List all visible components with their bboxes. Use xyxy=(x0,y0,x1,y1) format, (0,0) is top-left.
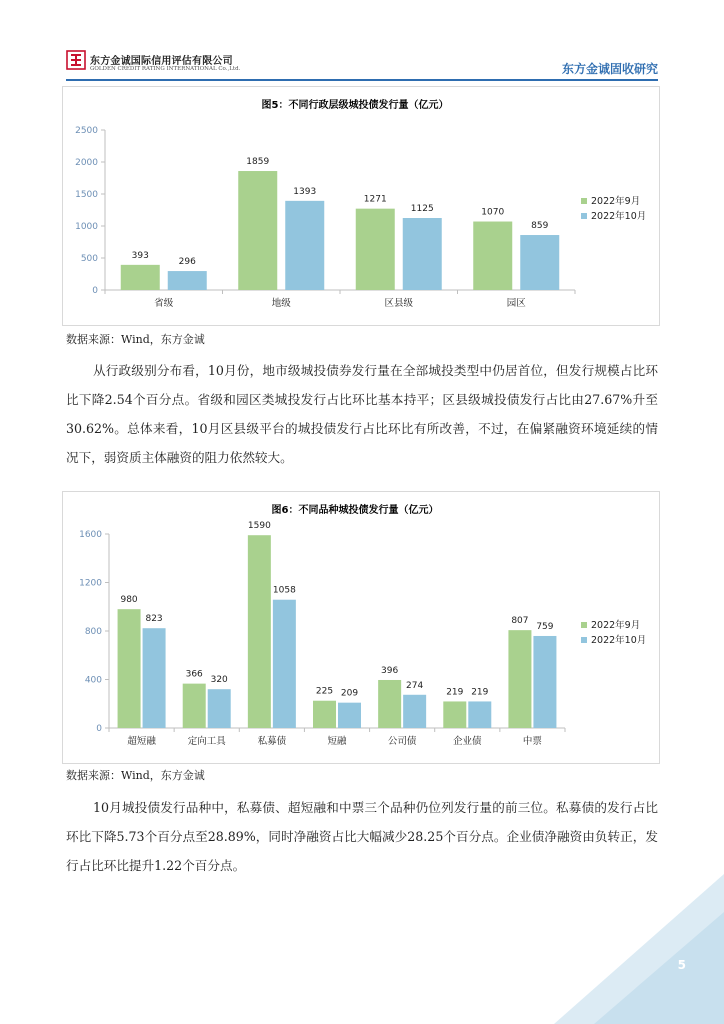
company-name-en: GOLDEN CREDIT RATING INTERNATIONAL Co.,Ltd. xyxy=(90,66,241,72)
x-tick-label: 园区 xyxy=(506,298,526,309)
data-label: 980 xyxy=(120,595,138,606)
data-label: 759 xyxy=(536,621,554,632)
bar xyxy=(508,630,531,728)
data-label: 366 xyxy=(185,669,203,680)
data-label: 296 xyxy=(178,257,196,268)
corner-decoration xyxy=(534,874,724,1024)
legend-swatch xyxy=(581,622,587,628)
chart-bond-type-svg xyxy=(63,492,659,763)
data-label: 1859 xyxy=(246,157,270,168)
y-tick-label: 2000 xyxy=(75,158,98,168)
bar xyxy=(118,609,141,728)
data-label: 859 xyxy=(531,221,549,232)
data-label: 320 xyxy=(210,675,228,686)
data-label: 396 xyxy=(381,665,399,676)
bar xyxy=(356,209,395,290)
company-name: 东方金诚国际信用评估有限公司 xyxy=(90,56,233,67)
x-tick-label: 定向工具 xyxy=(187,736,226,747)
data-label: 1058 xyxy=(272,585,296,596)
data-label: 274 xyxy=(406,680,424,691)
paragraph-bond-type: 10月城投债发行品种中，私募债、超短融和中票三个品种仍位列发行量的前三位。私募债的发行占比环比下降5.73个百分点至28.89%，同时净融资占比大幅减少28.25个百分点。企业债净融资由负转正，发行占比环比提升1.22个百分点。 xyxy=(66,800,658,873)
y-tick-label: 800 xyxy=(84,627,102,637)
data-label: 807 xyxy=(511,616,529,627)
bar xyxy=(273,600,296,728)
chart-title: 图5：不同行政层级城投债发行量（亿元） xyxy=(261,100,449,111)
bar xyxy=(183,684,206,728)
legend-label: 2022年9月 xyxy=(591,196,641,207)
bar xyxy=(238,171,277,290)
y-tick-label: 0 xyxy=(92,286,98,296)
data-label: 1393 xyxy=(293,186,317,197)
bar xyxy=(143,628,166,728)
bar xyxy=(403,695,426,728)
data-label: 1125 xyxy=(410,204,434,214)
legend-swatch xyxy=(581,213,587,219)
x-tick-label: 区县级 xyxy=(384,298,414,309)
header-divider xyxy=(66,79,658,81)
y-tick-label: 1000 xyxy=(75,222,98,232)
x-tick-label: 省级 xyxy=(154,298,174,309)
x-tick-label: 地级 xyxy=(271,298,291,309)
bar xyxy=(473,222,512,290)
bar xyxy=(403,218,442,290)
legend-swatch xyxy=(581,637,587,643)
bar xyxy=(338,703,361,728)
bar xyxy=(208,689,231,728)
y-tick-label: 400 xyxy=(84,675,102,686)
x-tick-label: 企业债 xyxy=(453,736,482,747)
bar xyxy=(520,235,559,290)
chart1-source: 数据来源：Wind，东方金诚 xyxy=(66,333,205,346)
legend-swatch xyxy=(581,198,587,204)
data-label: 225 xyxy=(315,686,334,697)
bar xyxy=(313,701,336,728)
chart-administrative-level xyxy=(62,86,660,326)
y-tick-label: 1200 xyxy=(79,578,102,589)
x-tick-label: 超短融 xyxy=(127,736,156,747)
data-label: 393 xyxy=(131,250,149,261)
data-label: 1271 xyxy=(363,194,387,205)
y-tick-label: 1500 xyxy=(75,190,98,200)
bar xyxy=(285,201,324,290)
legend-label: 2022年10月 xyxy=(591,211,647,222)
company-logo-icon xyxy=(66,50,86,70)
x-tick-label: 短融 xyxy=(327,736,347,747)
data-label: 1070 xyxy=(481,207,505,218)
bar xyxy=(443,701,466,728)
x-tick-label: 私募债 xyxy=(257,736,287,747)
bar xyxy=(378,680,401,728)
chart-bond-type xyxy=(62,491,660,764)
bar xyxy=(248,535,271,728)
data-label: 823 xyxy=(145,614,163,625)
y-tick-label: 2500 xyxy=(75,126,98,136)
chart-administrative-level-svg xyxy=(63,87,659,325)
y-tick-label: 1600 xyxy=(79,530,102,540)
data-label: 219 xyxy=(446,687,464,698)
data-label: 1590 xyxy=(247,521,271,532)
chart2-source: 数据来源：Wind，东方金诚 xyxy=(66,769,205,782)
data-label: 219 xyxy=(471,687,489,698)
y-tick-label: 0 xyxy=(96,724,102,734)
x-tick-label: 公司债 xyxy=(387,736,417,747)
page-number: 5 xyxy=(677,958,686,972)
y-tick-label: 500 xyxy=(80,254,98,264)
bar xyxy=(468,701,491,728)
legend-label: 2022年9月 xyxy=(591,620,641,631)
data-label: 209 xyxy=(340,688,359,699)
header-title: 东方金诚固收研究 xyxy=(561,62,658,76)
paragraph-admin-level: 从行政级别分布看，10月份，地市级城投债券发行量在全部城投类型中仍居首位，但发行规模占比环比下降2.54个百分点。省级和园区类城投发行占比环比基本持平；区县级城投债发行占比由27.67%升至30.62%。总体来看，10月区县级平台的城投债发行占比环比有所改善，不过，在偏紧融资环境延续的情况下，弱资质主体融资的阻力依然较大。 xyxy=(66,363,658,465)
x-tick-label: 中票 xyxy=(522,736,542,747)
bar xyxy=(121,265,160,290)
legend-label: 2022年10月 xyxy=(591,635,647,646)
bar xyxy=(168,271,207,290)
chart-title: 图6：不同品种城投债发行量（亿元） xyxy=(271,505,439,516)
bar xyxy=(533,636,556,728)
